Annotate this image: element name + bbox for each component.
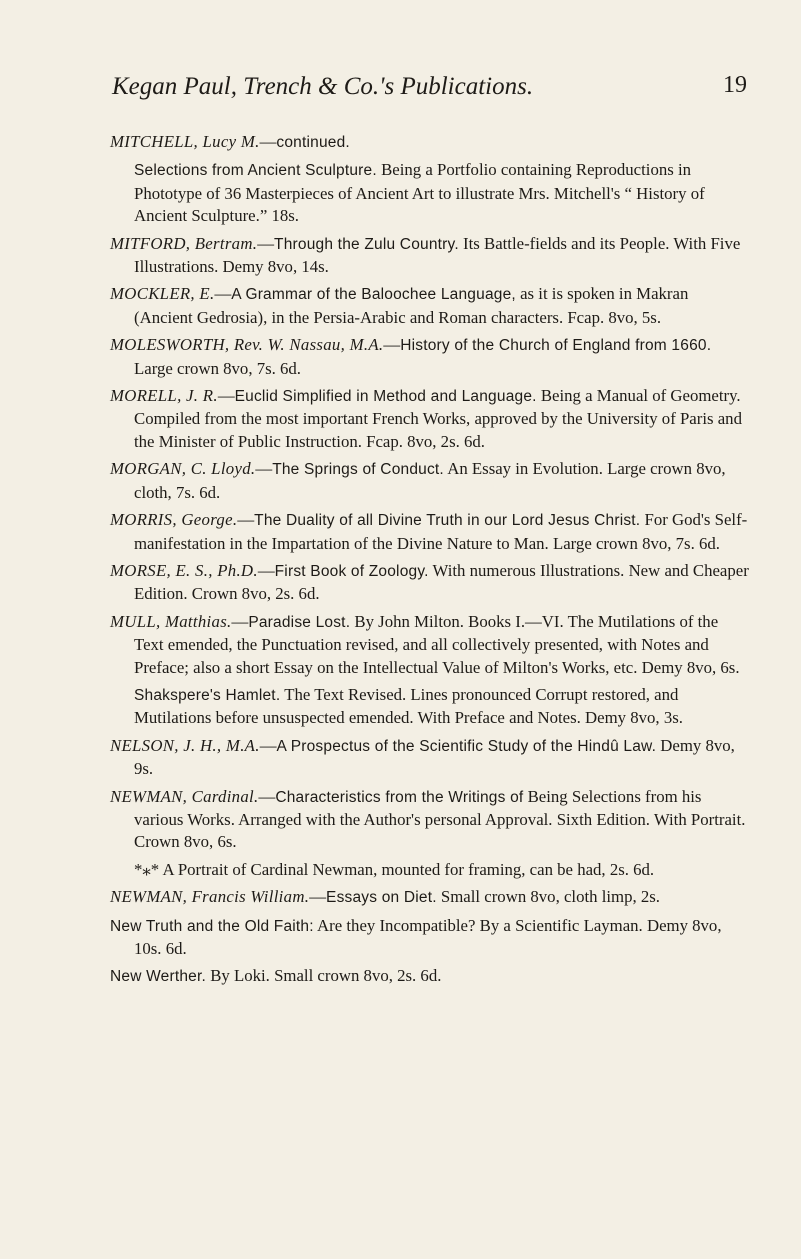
catalogue-entry — [110, 560, 750, 606]
entry-details: Being Selections from his various Works. Arranged with the Author's personal Approval. Sixth Edition. With Portrait. Crown 8vo, 6s. — [134, 786, 746, 852]
entry-title: Selections from Ancient Sculpture. — [134, 162, 377, 180]
entry-details: Being a Manual of Geometry. Compiled from the most important French Works, approved by the University of Paris and the Minister of Public Instruction. Fcap. 8vo, 2s. 6d. — [134, 386, 742, 451]
entry-details: By Loki. Small crown 8vo, 2s. 6d. — [206, 966, 442, 986]
catalogue-entry — [110, 385, 750, 453]
catalogue-entry — [110, 965, 750, 988]
catalogue-entries — [110, 131, 750, 994]
entry-author: NEWMAN, Cardinal. — [110, 786, 259, 806]
catalogue-entry — [110, 859, 750, 881]
entry-details: Small crown 8vo, cloth limp, 2s. — [436, 887, 660, 907]
entry-title: The Springs of Conduct. — [272, 461, 444, 479]
entry-author: MITFORD, Bertram. — [110, 233, 258, 253]
entry-title: Essays on Diet. — [326, 889, 437, 907]
catalogue-entry — [110, 233, 750, 279]
catalogue-entry — [110, 786, 750, 854]
entry-author: MOLESWORTH, Rev. W. Nassau, M.A. — [110, 335, 384, 355]
catalogue-entry — [110, 684, 750, 730]
entry-separator: — — [383, 335, 401, 355]
entry-details: For God's Self-manifestation in the Impartation of the Divine Nature to Man. Large crown 8vo, 7s. 6d. — [134, 510, 748, 553]
entry-details: An Essay in Evolution. Large crown 8vo, cloth, 7s. 6d. — [134, 459, 726, 502]
catalogue-entry — [110, 283, 750, 329]
entry-title: New Truth and the Old Faith: — [110, 917, 314, 935]
entry-separator: — — [217, 386, 235, 406]
entry-title: Through the Zulu Country. — [274, 235, 459, 253]
entry-separator: — — [214, 284, 232, 304]
entry-title: Characteristics from the Writings of — [275, 788, 524, 806]
entry-details: Being a Portfolio containing Reproductions in Phototype of 36 Masterpieces of Ancient Art to illustrate Mrs. Mitchell's “ History of Ancient Sculpture.” 18s. — [134, 160, 705, 226]
entry-title: History of the Church of England from 1660. — [400, 337, 712, 355]
entry-details: Demy 8vo, 9s. — [134, 735, 735, 779]
entry-details: The Text Revised. Lines pronounced Corrupt restored, and Mutilations before unsuspected emended. With Preface and Notes. Demy 8vo, 3s. — [134, 684, 683, 728]
entry-details: By John Milton. Books I.—VI. The Mutilations of the Text emended, the Punctuation revised, and all collectively presented, with Notes and Preface; also a short Essay on the Intellectual Value of Milton's Works, etc. Demy 8vo, 6s. — [134, 611, 740, 677]
entry-details: Are they Incompatible? By a Scientific Layman. Demy 8vo, 10s. 6d. — [134, 915, 722, 958]
entry-author: MOCKLER, E. — [110, 284, 215, 304]
catalogue-entry — [110, 334, 750, 380]
entry-title: New Werther. — [110, 968, 207, 986]
page-number: 19 — [723, 72, 747, 98]
running-header: Kegan Paul, Trench & Co.'s Publications. — [112, 73, 534, 100]
entry-title: First Book of Zoology. — [274, 562, 429, 580]
entry-title: Euclid Simplified in Method and Language. — [234, 388, 537, 406]
entry-separator: — — [309, 887, 327, 907]
entry-details: as it is spoken in Makran (Ancient Gedrosia), in the Persia-Arabic and Roman characters. Fcap. 8vo, 5s. — [134, 284, 689, 327]
entry-separator: — — [257, 233, 275, 253]
entry-author: MORGAN, C. Lloyd. — [110, 459, 256, 479]
entry-title: The Duality of all Divine Truth in our Lord Jesus Christ. — [254, 512, 641, 530]
entry-author: MITCHELL, Lucy M. — [110, 132, 260, 151]
catalogue-entry — [110, 509, 750, 555]
entry-separator: — — [259, 735, 277, 755]
entry-separator: — — [255, 459, 273, 479]
entry-title: Paradise Lost. — [248, 613, 351, 631]
entry-separator: — — [237, 510, 255, 530]
catalogue-entry — [110, 735, 750, 781]
entry-details: With numerous Illustrations. New and Cheaper Edition. Crown 8vo, 2s. 6d. — [134, 560, 749, 604]
entry-title: A Grammar of the Baloochee Language, — [231, 286, 516, 304]
entry-separator: — — [257, 560, 275, 580]
entry-title: continued. — [276, 134, 350, 151]
catalogue-entry — [110, 131, 750, 154]
catalogue-entry — [110, 886, 750, 909]
catalogue-entry — [110, 159, 750, 227]
entry-separator: — — [231, 611, 249, 631]
entry-author: NEWMAN, Francis William. — [110, 887, 310, 907]
catalogue-entry — [110, 611, 750, 679]
entry-details: *⁎* A Portrait of Cardinal Newman, mounted for framing, can be had, 2s. 6d. — [134, 859, 655, 879]
entry-title: A Prospectus of the Scientific Study of the Hindû Law. — [276, 737, 657, 755]
entry-author: MORELL, J. R. — [110, 386, 218, 406]
entry-author: MORRIS, George. — [110, 510, 238, 530]
entry-details: Its Battle-fields and its People. With Five Illustrations. Demy 8vo, 14s. — [134, 233, 741, 277]
entry-details: Large crown 8vo, 7s. 6d. — [134, 358, 302, 378]
entry-separator: — — [258, 786, 276, 806]
entry-author: MULL, Matthias. — [110, 611, 232, 631]
entry-author: MORSE, E. S., Ph.D. — [110, 560, 258, 580]
entry-separator: — — [259, 132, 277, 151]
catalogue-entry — [110, 458, 750, 504]
entry-author: NELSON, J. H., M.A. — [110, 735, 260, 755]
entry-title: Shakspere's Hamlet. — [134, 686, 281, 704]
catalogue-entry — [110, 915, 750, 961]
